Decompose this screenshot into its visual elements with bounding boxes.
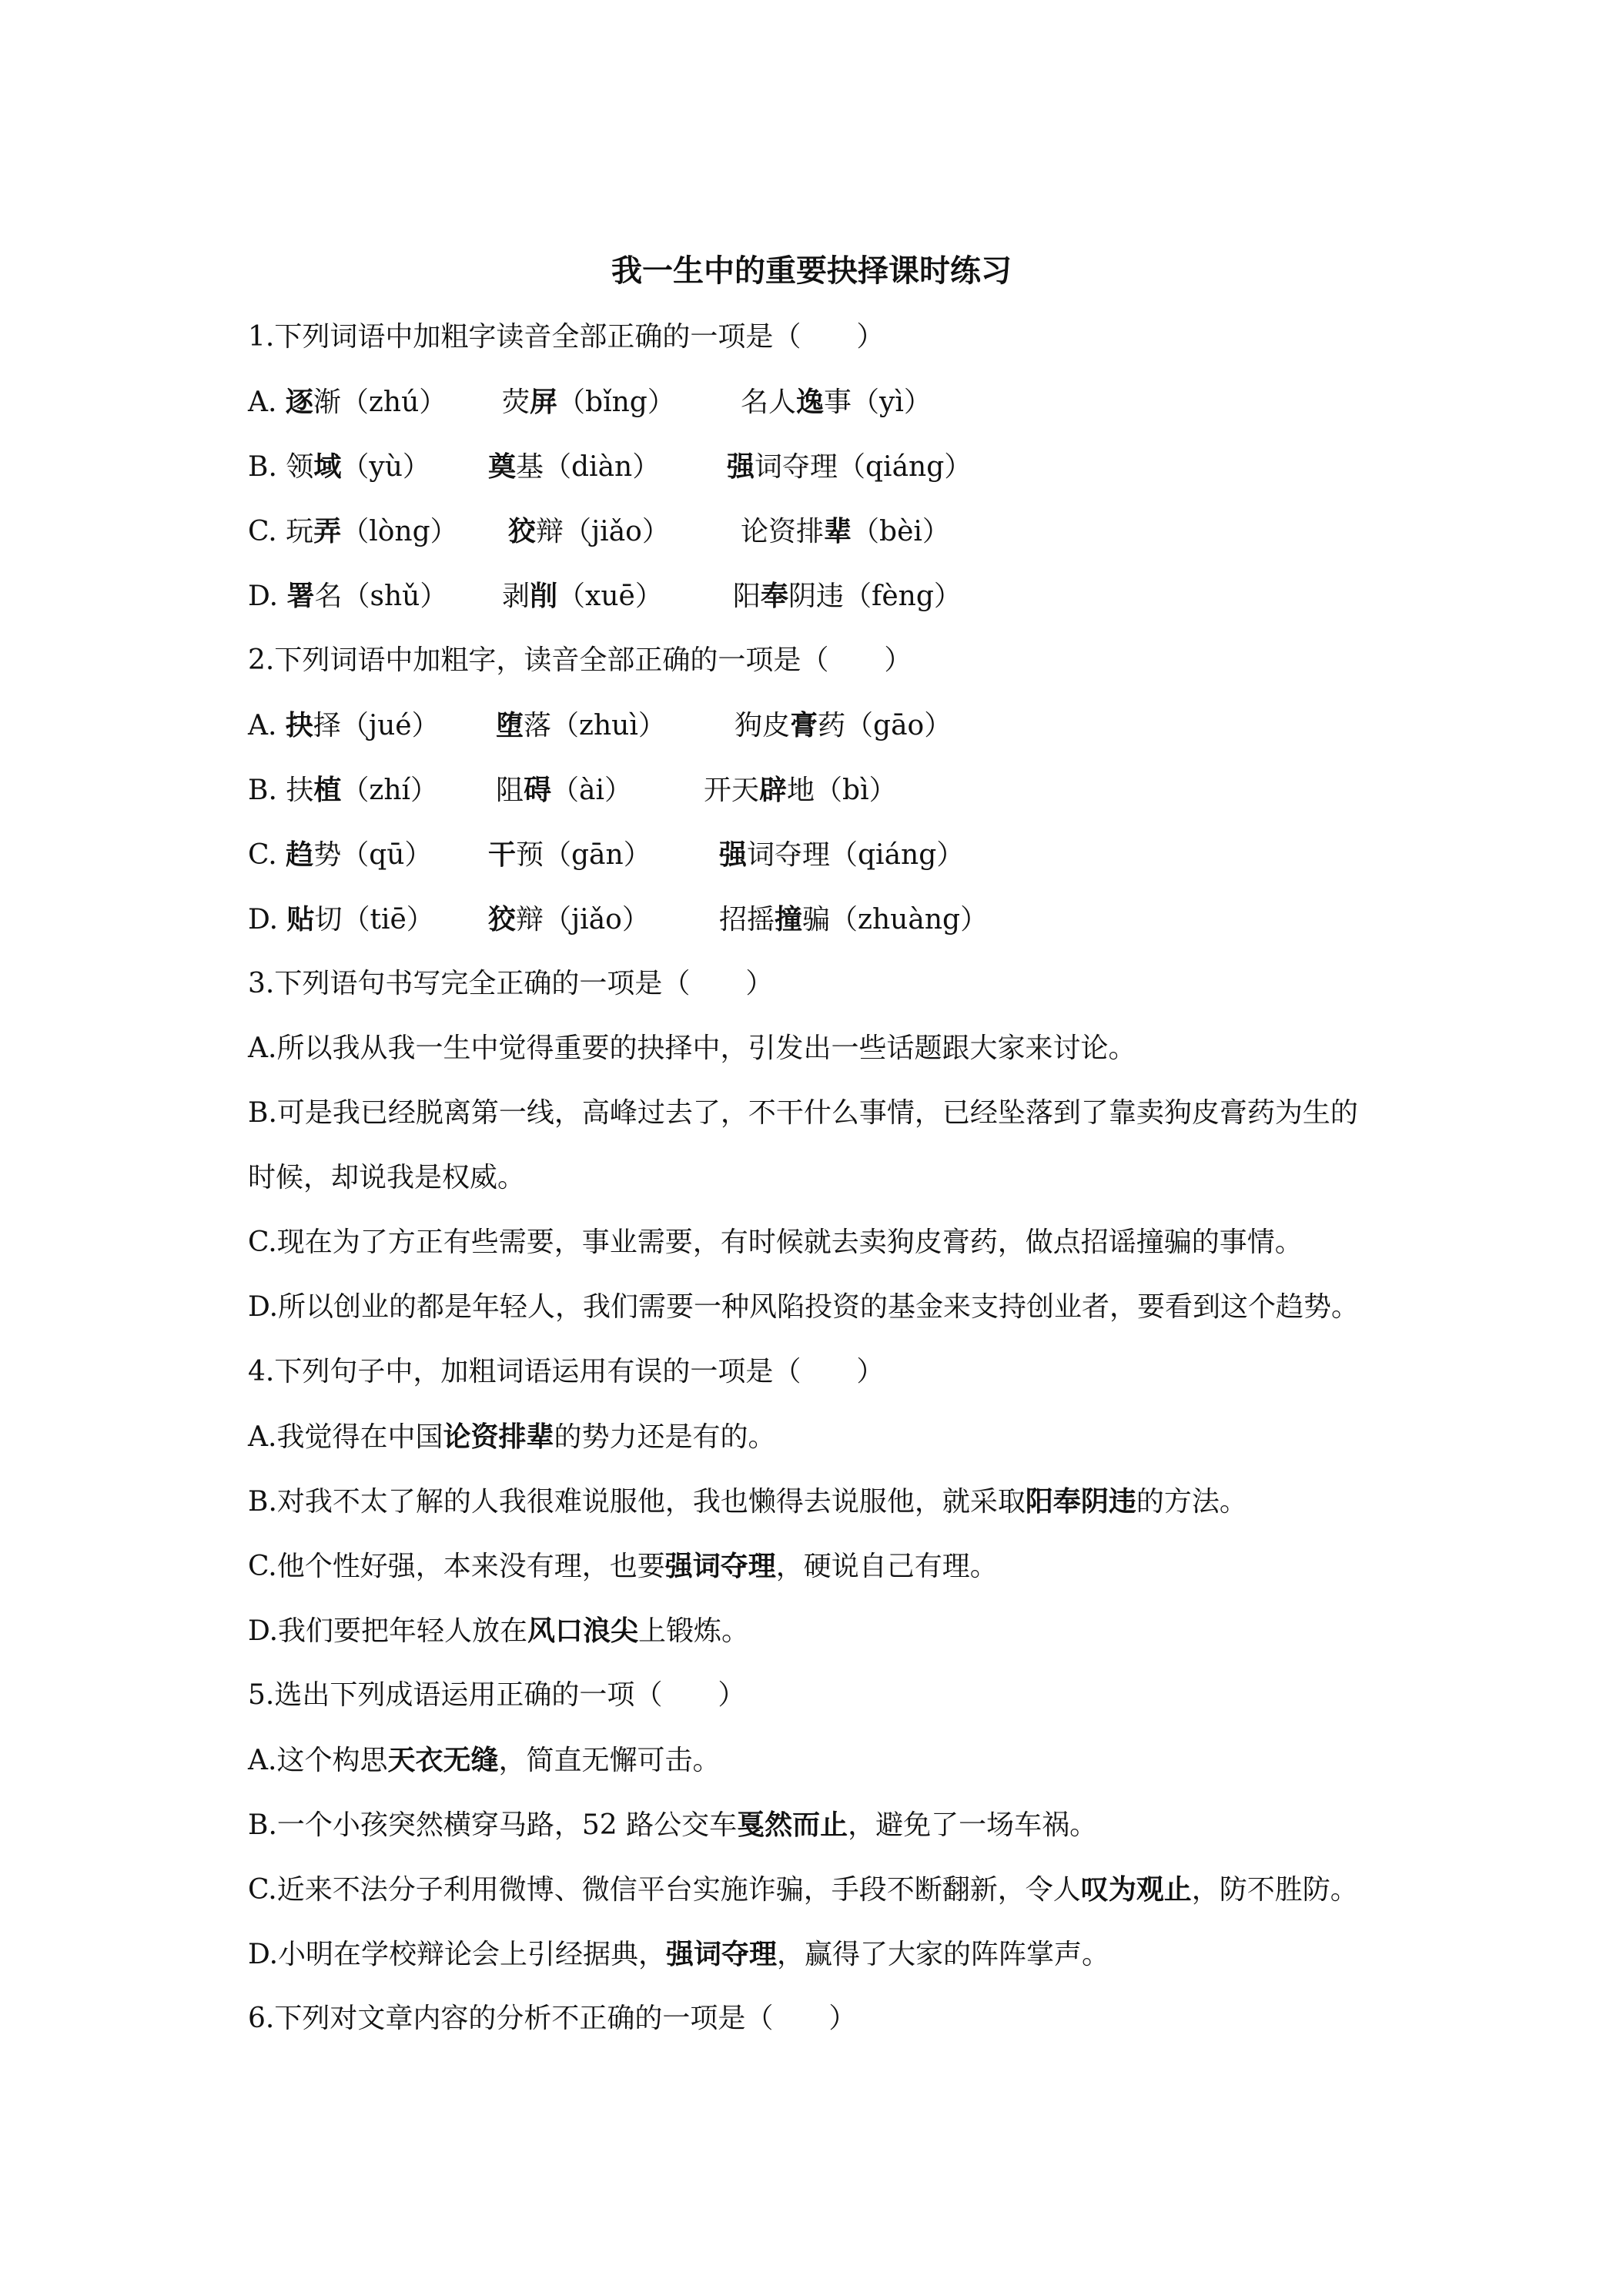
q4-option-d: D.我们要把年轻人放在风口浪尖上锻炼。: [248, 1615, 750, 1647]
q4-option-a: A.我觉得在中国论资排辈的势力还是有的。: [248, 1421, 776, 1453]
word: 开天辟地（bì）: [704, 774, 897, 806]
q2-option-a: A. 抉择（jué） 堕落（zhuì） 狗皮膏药（gāo）: [248, 702, 440, 749]
word: 贴切（tiē）: [286, 903, 434, 935]
word: 扶植（zhí）: [286, 774, 439, 806]
q5-option-b: B.一个小孩突然横穿马路，52 路公交车戛然而止，避免了一场车祸。: [248, 1809, 1098, 1841]
word: 狗皮膏药（gāo）: [735, 709, 952, 741]
word: 抉择（jué）: [285, 709, 440, 741]
question-6-stem: 6.下列对文章内容的分析不正确的一项是（ ）: [248, 2003, 857, 2034]
question-1-stem: 1.下列词语中加粗字读音全部正确的一项是（ ）: [248, 321, 885, 353]
word: 论资排辈（bèi）: [741, 515, 950, 547]
q1-option-c: C. 玩弄（lòng） 狡辩（jiǎo） 论资排辈（bèi）: [248, 508, 458, 555]
q5-option-a: A.这个构思天衣无缝，简直无懈可击。: [248, 1744, 721, 1776]
word: 荧屏（bǐng）: [502, 386, 675, 418]
q2-option-c: C. 趋势（qū） 干预（gān） 强词夺理（qiáng）: [248, 832, 432, 879]
q3-option-a: A.所以我从我一生中觉得重要的抉择中，引发出一些话题跟大家来讨论。: [248, 1033, 1136, 1064]
word: 剥削（xuē）: [502, 580, 663, 612]
question-5-stem: 5.选出下列成语运用正确的一项（ ）: [248, 1679, 746, 1711]
q5-option-c: C.近来不法分子利用微博、微信平台实施诈骗，手段不断翻新，令人叹为观止，防不胜防。: [248, 1873, 1358, 1906]
question-3-stem: 3.下列语句书写完全正确的一项是（ ）: [248, 968, 774, 999]
q2-option-b: B. 扶植（zhí） 阻碍（ài） 开天辟地（bì）: [248, 767, 438, 814]
question-2-stem: 2.下列词语中加粗字，读音全部正确的一项是（ ）: [248, 644, 912, 676]
word: 干预（gān）: [488, 838, 651, 871]
word: 阻碍（ài）: [496, 774, 633, 806]
word: 堕落（zhuì）: [496, 709, 666, 741]
page-title: 我一生中的重要抉择课时练习: [611, 253, 1012, 289]
word: 逐渐（zhú）: [285, 386, 447, 418]
word: 领域（yù）: [286, 450, 430, 483]
q3-option-b-line1: B.可是我已经脱离第一线，高峰过去了，不干什么事情，已经坠落到了靠卖狗皮膏药为生的: [248, 1097, 1358, 1129]
word: 阳奉阴违（fèng）: [733, 580, 962, 612]
q1-option-b: B. 领域（yù） 奠基（diàn） 强词夺理（qiáng）: [248, 443, 430, 490]
word: 署名（shǔ）: [286, 580, 448, 612]
q4-option-b: B.对我不太了解的人我很难说服他，我也懒得去说服他，就采取阳奉阴违的方法。: [248, 1485, 1247, 1518]
word: 强词夺理（qiáng）: [719, 838, 965, 871]
question-4-stem: 4.下列句子中，加粗词语运用有误的一项是（ ）: [248, 1356, 885, 1387]
word: 名人逸事（yì）: [741, 386, 932, 418]
q3-option-b-line2: 时候，却说我是权威。: [248, 1162, 526, 1193]
word: 趋势（qū）: [286, 838, 433, 871]
word: 狡辩（jiǎo）: [508, 515, 670, 547]
word: 招摇撞骗（zhuàng）: [719, 903, 989, 935]
word: 强词夺理（qiáng）: [727, 450, 972, 483]
word: 奠基（diàn）: [488, 450, 661, 483]
word: 玩弄（lòng）: [286, 515, 458, 547]
q5-option-d: D.小明在学校辩论会上引经据典，强词夺理，赢得了大家的阵阵掌声。: [248, 1938, 1110, 1970]
q1-option-d: D. 署名（shǔ） 剥削（xuē） 阳奉阴违（fèng）: [248, 573, 447, 620]
q3-option-d: D.所以创业的都是年轻人，我们需要一种风陷投资的基金来支持创业者，要看到这个趋势。: [248, 1291, 1360, 1323]
q4-option-c: C.他个性好强，本来没有理，也要强词夺理，硬说自己有理。: [248, 1550, 998, 1582]
q3-option-c: C.现在为了方正有些需要，事业需要，有时候就去卖狗皮膏药，做点招谣撞骗的事情。: [248, 1227, 1303, 1258]
q1-option-a: A. 逐渐（zhú） 荧屏（bǐng） 名人逸事（yì）: [248, 379, 447, 426]
q2-option-d: D. 贴切（tiē） 狡辩（jiǎo） 招摇撞骗（zhuàng）: [248, 896, 434, 943]
word: 狡辩（jiǎo）: [488, 903, 650, 935]
